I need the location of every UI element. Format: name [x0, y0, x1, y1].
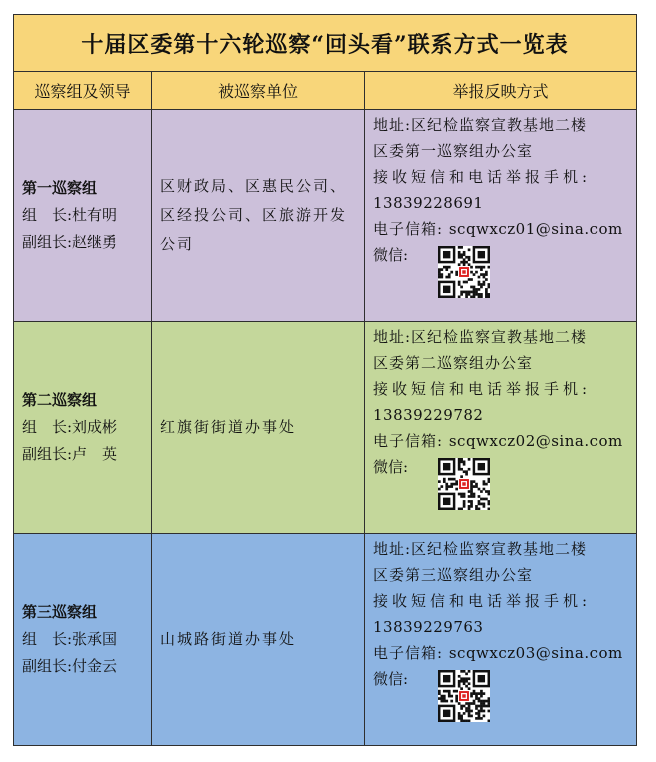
inspected-units: 山城路街道办事处	[152, 534, 365, 746]
group-deputy: 副组长:赵继勇	[22, 233, 118, 251]
email-label: 电子信箱:	[373, 220, 444, 238]
contact-table	[13, 14, 637, 746]
header-groups: 巡察组及领导	[14, 72, 152, 110]
office-line: 区委第二巡察组办公室	[373, 354, 534, 372]
contact-cell	[365, 322, 637, 534]
table-row	[14, 322, 637, 534]
address-line: 地址:区纪检监察宣教基地二楼	[373, 328, 588, 346]
wechat-label: 微信:	[373, 670, 409, 688]
group-name: 第二巡察组	[22, 391, 98, 409]
sms-label: 接收短信和电话举报手机:	[373, 380, 592, 398]
email-address: scqwxcz03@sina.com	[448, 644, 623, 662]
wechat-qr-code	[438, 246, 490, 298]
email-address: scqwxcz02@sina.com	[448, 432, 623, 450]
wechat-qr-code	[438, 458, 490, 510]
table-row	[14, 534, 637, 746]
group-name: 第一巡察组	[22, 179, 98, 197]
office-line: 区委第一巡察组办公室	[373, 142, 534, 160]
email-address: scqwxcz01@sina.com	[448, 220, 623, 238]
table-title: 十届区委第十六轮巡察“回头看”联系方式一览表	[14, 15, 637, 72]
email-label: 电子信箱:	[373, 432, 444, 450]
wechat-label: 微信:	[373, 246, 409, 264]
phone-number: 13839229782	[373, 406, 484, 424]
email-label: 电子信箱:	[373, 644, 444, 662]
sms-label: 接收短信和电话举报手机:	[373, 592, 592, 610]
office-line: 区委第三巡察组办公室	[373, 566, 534, 584]
group-leaders-cell	[14, 534, 152, 746]
header-units: 被巡察单位	[152, 72, 365, 110]
inspected-units: 红旗街街道办事处	[152, 322, 365, 534]
wechat-label: 微信:	[373, 458, 409, 476]
group-deputy: 副组长:付金云	[22, 657, 118, 675]
phone-number: 13839228691	[373, 194, 484, 212]
group-deputy: 副组长:卢 英	[22, 445, 118, 463]
contact-cell	[365, 110, 637, 322]
wechat-qr-code	[438, 670, 490, 722]
address-line: 地址:区纪检监察宣教基地二楼	[373, 540, 588, 558]
group-leaders-cell	[14, 110, 152, 322]
group-leader: 组 长:张承国	[22, 630, 118, 648]
table-row	[14, 110, 637, 322]
group-leaders-cell	[14, 322, 152, 534]
phone-number: 13839229763	[373, 618, 484, 636]
group-name: 第三巡察组	[22, 603, 98, 621]
contact-cell	[365, 534, 637, 746]
inspected-units: 区财政局、区惠民公司、区经投公司、区旅游开发公司	[152, 110, 365, 322]
address-line: 地址:区纪检监察宣教基地二楼	[373, 116, 588, 134]
sms-label: 接收短信和电话举报手机:	[373, 168, 592, 186]
group-leader: 组 长:刘成彬	[22, 418, 118, 436]
header-report-methods: 举报反映方式	[365, 72, 637, 110]
group-leader: 组 长:杜有明	[22, 206, 118, 224]
